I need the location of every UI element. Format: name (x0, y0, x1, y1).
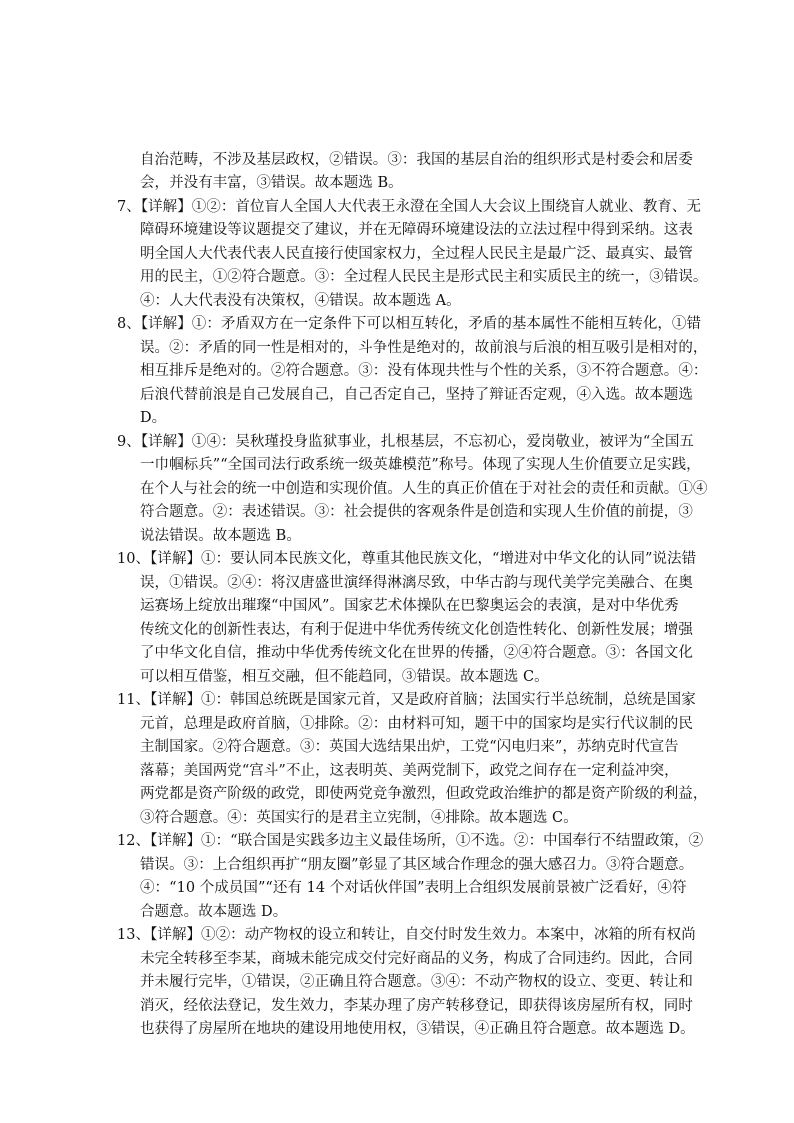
answer-10-line-6: 可以相互借鉴，相互交融，但不能趋同，③错误。故本题选 C。 (140, 669, 549, 685)
answer-11-line-6: ③符合题意。④：英国实行的是君主立宪制，④排除。故本题选 C。 (140, 810, 578, 826)
answer-11-line-3: 主制国家。②符合题意。③：英国大选结果出炉，工党“闪电归来”，苏纳克时代宣告 (140, 739, 679, 755)
answer-10-line-5: 了中华文化自信，推动中华优秀传统文化在世界的传播，②④符合题意。③：各国文化 (140, 645, 693, 661)
answer-11-line-4: 落幕；美国两党“宫斗”不止，这表明英、美两党制下，政党之间存在一定利益冲突， (140, 763, 679, 779)
answer-7-line-3: 明全国人大代表代表人民直接行使国家权力，全过程人民民主是最广泛、最真实、最管 (140, 246, 693, 262)
answer-12-line-4: 合题意。故本题选 D。 (140, 904, 288, 920)
answer-6-text-line-1: 自治范畴，不涉及基层政权，②错误。③：我国的基层自治的组织形式是村委会和居委 (140, 152, 693, 168)
answer-11-line-2: 元首，总理是政府首脑，①排除。②：由材料可知，题干中的国家均是实行代议制的民 (140, 716, 693, 732)
answer-13-line-2: 未完全转移至李某，商城未能完成交付完好商品的义务，构成了合同违约。因此，合同 (140, 951, 693, 967)
answer-13-line-5: 也获得了房屋所在地块的建设用地使用权，③错误，④正确且符合题意。故本题选 D。 (140, 1021, 695, 1037)
answer-13-line-3: 并未履行完毕，①错误，②正确且符合题意。③④：不动产物权的设立、变更、转让和 (140, 974, 693, 990)
answer-12-line-2: 错误。③：上合组织再扩“朋友圈”彰显了其区域合作理念的强大感召力。③符合题意。 (140, 857, 694, 873)
answer-10-line-4: 传统文化的创新性表达，有利于促进中华优秀传统文化创造性转化、创新性发展；增强 (140, 622, 693, 638)
answer-7-line-5: ④：人大代表没有决策权，④错误。故本题选 A。 (140, 293, 461, 309)
answer-7-line-2: 障碍环境建设等议题提交了建议，并在无障碍环境建设法的立法过程中得到采纳。这表 (140, 222, 693, 238)
answer-7-line-4: 用的民主，①②符合题意。③：全过程人民民主是形式民主和实质民主的统一，③错误。 (140, 269, 708, 285)
answer-12-line-1: 12、【详解】①：“联合国是实践多边主义最佳场所，①不选。②：中国奉行不结盟政策，② (117, 833, 704, 849)
answer-10-line-3: 运赛场上绽放出璀璨“中国风”。国家艺术体操队在巴黎奥运会的表演，是对中华优秀 (140, 598, 679, 614)
answer-10-line-2: 误，①错误。②④：将汉唐盛世演绎得淋漓尽致，中华古韵与现代美学完美融合、在奥 (140, 575, 693, 591)
answer-11-line-5: 两党都是资产阶级的政党，即使两党竞争激烈，但政党政治维护的都是资产阶级的利益， (140, 786, 708, 802)
answer-8-line-3: 相互排斥是绝对的。②符合题意。③：没有体现共性与个性的关系，③不符合题意。④： (140, 363, 708, 379)
answer-11-line-1: 11、【详解】①：韩国总统既是国家元首，又是政府首脑；法国实行半总统制，总统是国家 (117, 692, 696, 708)
answer-9-line-2: 一巾帼标兵”“全国司法行政系统一级英雄模范”称号。体现了实现人生价值要立足实践， (140, 457, 701, 473)
answer-8-line-4: 后浪代替前浪是自己发展自己，自己否定自己，坚持了辩证否定观，④入选。故本题选 (140, 387, 693, 403)
answer-9-line-3: 在个人与社会的统一中创造和实现价值。人生的真正价值在于对社会的责任和贡献。①④ (140, 481, 708, 497)
answer-8-line-5: D。 (140, 410, 167, 426)
answer-9-line-4: 符合题意。②：表述错误。③：社会提供的客观条件是创造和实现人生价值的前提，③ (140, 504, 693, 520)
answer-10-line-1: 10、【详解】①：要认同本民族文化，尊重其他民族文化，“增进对中华文化的认同”说法错 (117, 551, 697, 567)
answer-7-line-1: 7、【详解】①②：首位盲人全国人大代表王永澄在全国人大会议上围绕盲人就业、教育、无 (117, 199, 702, 215)
answer-12-line-3: ④：“10 个成员国”“还有 14 个对话伙伴国”表明上合组织发展前景被广泛看好，④符 (140, 880, 687, 896)
answer-13-line-4: 消灭，经依法登记，发生效力，李某办理了房产转移登记，即获得该房屋所有权，同时 (140, 998, 693, 1014)
answer-8-line-2: 误。②：矛盾的同一性是相对的，斗争性是绝对的，故前浪与后浪的相互吸引是相对的， (140, 340, 708, 356)
answer-13-line-1: 13、【详解】①②：动产物权的设立和转让，自交付时发生效力。本案中，冰箱的所有权尚 (117, 927, 696, 943)
answer-6-text-line-2: 会，并没有丰富，③错误。故本题选 B。 (140, 175, 403, 191)
answer-8-line-1: 8、【详解】①：矛盾双方在一定条件下可以相互转化，矛盾的基本属性不能相互转化，①错 (117, 316, 702, 332)
answer-9-line-1: 9、【详解】①④：吴秋瑾投身监狱事业，扎根基层，不忘初心，爱岗敬业，被评为“全国五 (117, 434, 694, 450)
answer-9-line-5: 说法错误。故本题选 B。 (140, 528, 301, 544)
